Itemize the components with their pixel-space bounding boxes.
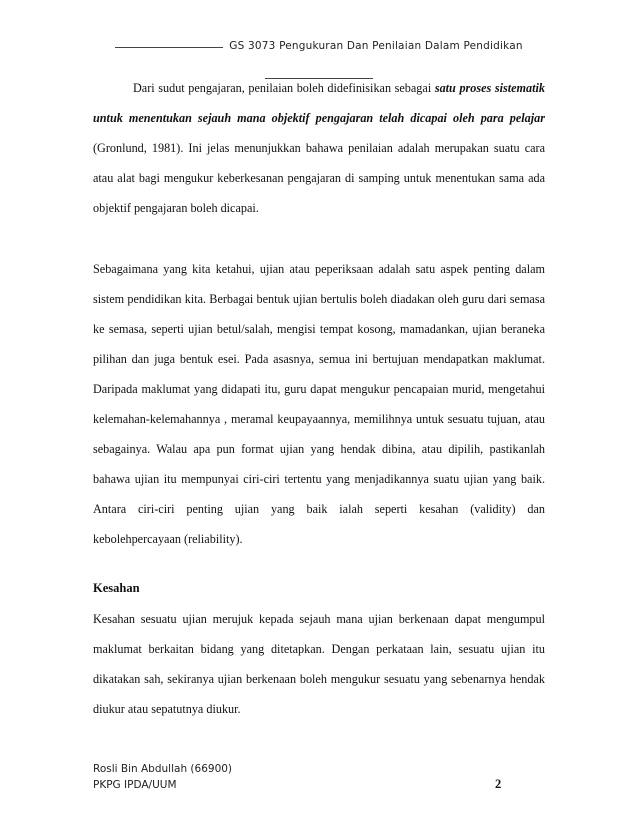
paragraph-1	[93, 73, 545, 223]
header-rule-left	[115, 47, 223, 48]
paragraph-1-tail: (Gronlund, 1981). Ini jelas menunjukkan bahawa penilaian adalah merupakan suatu cara atau alat bagi mengukur keberkesanan pengajaran di samping untuk menentukan sama ada objektif pengajaran boleh dicapai.	[93, 141, 545, 215]
paragraph-1-definition: satu proses sistematik untuk menentukan sejauh mana objektif pengajaran telah dicapai oleh para pelajar	[93, 81, 545, 125]
footer-program: PKPG IPDA/UUM	[93, 779, 177, 791]
footer-author-block	[93, 761, 232, 793]
running-header	[0, 40, 638, 52]
section-heading-kesahan: Kesahan	[93, 581, 140, 595]
page-number: 2	[495, 777, 502, 791]
paragraph-2: Sebagaimana yang kita ketahui, ujian atau peperiksaan adalah satu aspek penting dalam sistem pendidikan kita. Berbagai bentuk ujian bertulis boleh diadakan oleh guru dari semasa ke semasa, seperti ujian betul/salah, mengisi tempat kosong, mamadankan, ujian beraneka pilihan dan juga bentuk esei. Pada asasnya, semua ini bertujuan mendapatkan maklumat. Daripada maklumat yang didapati itu, guru dapat mengukur pencapaian murid, mengetahui kelemahan-kelemahannya , meramal keupayaannya, memilihnya untuk sesuatu tujuan, atau sebagainya. Walau apa pun format ujian yang hendak dibina, atau dipilih, pastikanlah bahawa ujian itu mempunyai ciri-ciri tertentu yang menjadikannya suatu ujian yang baik. Antara ciri-ciri penting ujian yang baik ialah seperti kesahan (validity) dan kebolehpercayaan (reliability).	[93, 262, 545, 546]
header-title: GS 3073 Pengukuran Dan Penilaian Dalam Pendidikan	[229, 40, 523, 52]
paragraph-1-lead: Dari sudut pengajaran, penilaian boleh didefinisikan sebagai	[133, 81, 435, 95]
paragraph-kesahan: Kesahan sesuatu ujian merujuk kepada sejauh mana ujian berkenaan dapat mengumpul maklumat berkaitan bidang yang ditetapkan. Dengan perkataan lain, sesuatu ujian itu dikatakan sah, sekiranya ujian berkenaan boleh mengukur sesuatu yang sebenarnya hendak diukur atau sepatutnya diukur.	[93, 612, 545, 716]
footer-author: Rosli Bin Abdullah (66900)	[93, 763, 233, 775]
